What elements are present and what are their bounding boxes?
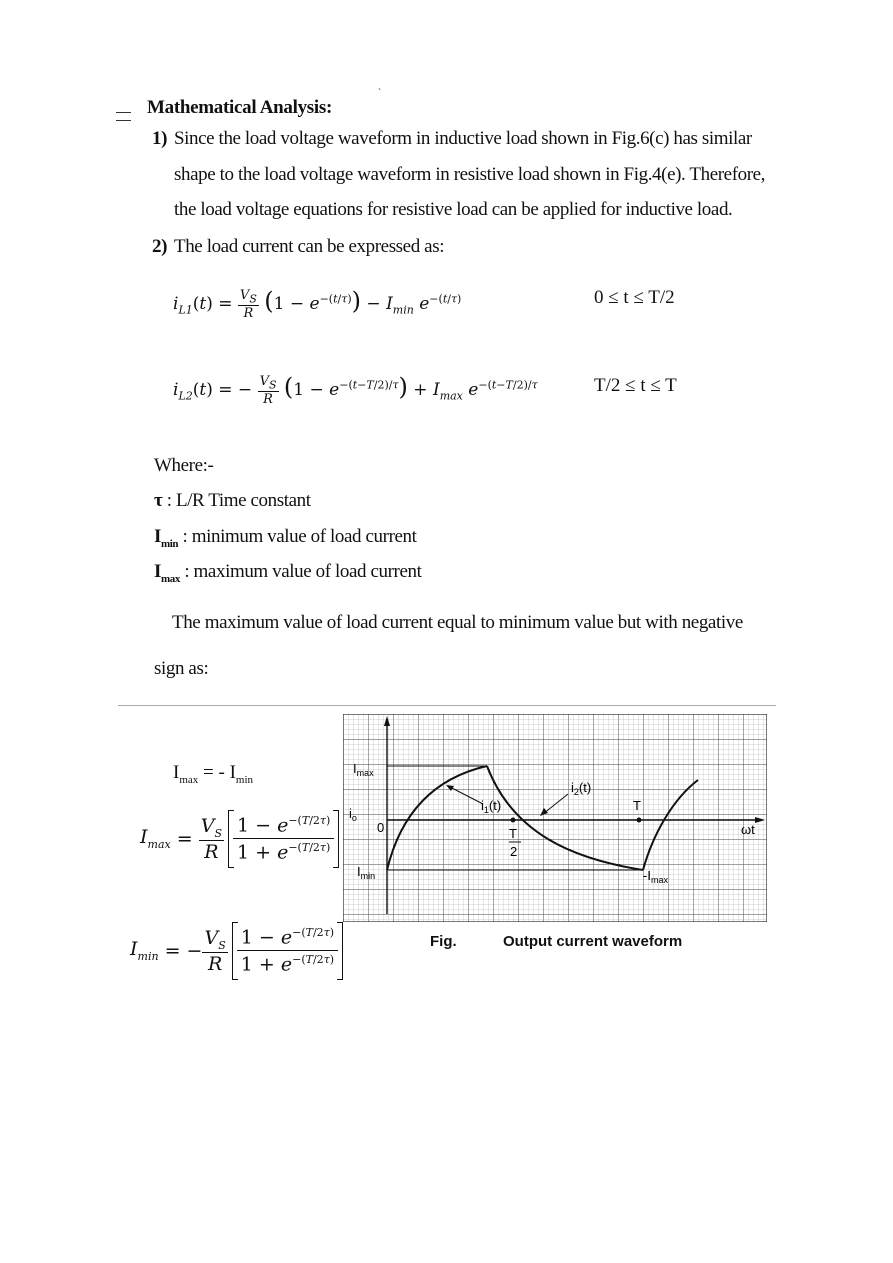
half-period-numerator: T [509, 826, 517, 841]
imax-formula: $I_{max}$ = $\frac{V_S}{R}$ $1 - e^{-(T/2\tau)}$ $1 + e^{-(T/2\tau)}$ [140, 810, 339, 868]
figure-caption-label: Fig. [430, 933, 457, 950]
imin-formula: $I_{min}$ = − $\frac{V_S}{R}$ $1 - e^{-(T/2\tau)}$ $1 + e^{-(T/2\tau)}$ [130, 922, 343, 980]
i1-label: $i_1(t)$ [481, 798, 502, 815]
relation-line-2: sign as: [154, 658, 209, 679]
current-equation-2: $i_{L2}(t)$ = − $\frac{V_S}{R}$ $(1 - e^{-(t-T/2)/\tau}) + I_{max}$ $e^{-(t-T/2)/\tau}$ [173, 373, 538, 408]
neg-imax-label: $-I_{max}$ [643, 868, 668, 885]
where-label: Where:- [154, 455, 214, 476]
item-2-line-1: The load current can be expressed as: [174, 236, 445, 257]
figure-caption-text: Output current waveform [503, 933, 683, 950]
current-equation-1: $i_{L1}(t)$ = $\frac{V_S}{R}$ $(1 - e^{-(t/\tau)}) - I_{min}$ $e^{-(t/\tau)}$ [173, 287, 462, 322]
item-1-number: 1) [152, 128, 168, 149]
margin-mark [116, 112, 131, 121]
period-label: T [633, 798, 641, 813]
imin-label: $I_{min}$ [357, 864, 376, 881]
divider-line [118, 705, 776, 706]
equation-1-condition: 0 ≤ t ≤ T/2 [594, 287, 675, 308]
omega-t-label: ωt [741, 822, 755, 837]
half-period-denominator: 2 [510, 844, 518, 859]
item-1-line-3: the load voltage equations for resistive load can be applied for inductive load. [174, 199, 733, 220]
imax-label: $I_{max}$ [353, 761, 374, 778]
def-imax: $I_{max}$ : maximum value of load current [154, 561, 422, 585]
current-waveform-figure [343, 714, 767, 922]
section-heading: Mathematical Analysis: [147, 97, 332, 118]
relation-line-1: The maximum value of load current equal to minimum value but with negative [172, 612, 743, 633]
def-imin: $I_{min}$ : minimum value of load current [154, 526, 417, 550]
item-1-line-2: shape to the load voltage waveform in resistive load shown in Fig.4(e). Therefore, [174, 164, 766, 185]
i2-label: $i_2(t)$ [571, 780, 592, 797]
equation-2-condition: T/2 ≤ t ≤ T [594, 375, 677, 396]
item-2-number: 2) [152, 236, 168, 257]
imax-equals-neg-imin: $I_{max}$ = - $I_{min}$ [173, 762, 254, 786]
def-tau: τ : L/R Time constant [154, 490, 311, 511]
item-1-line-1: Since the load voltage waveform in inductive load shown in Fig.6(c) has similar [174, 128, 752, 149]
origin-label: 0 [377, 820, 385, 835]
waveform-graph [343, 714, 767, 922]
stray-mark: ` [378, 88, 382, 99]
io-label: $i_o$ [349, 806, 357, 823]
